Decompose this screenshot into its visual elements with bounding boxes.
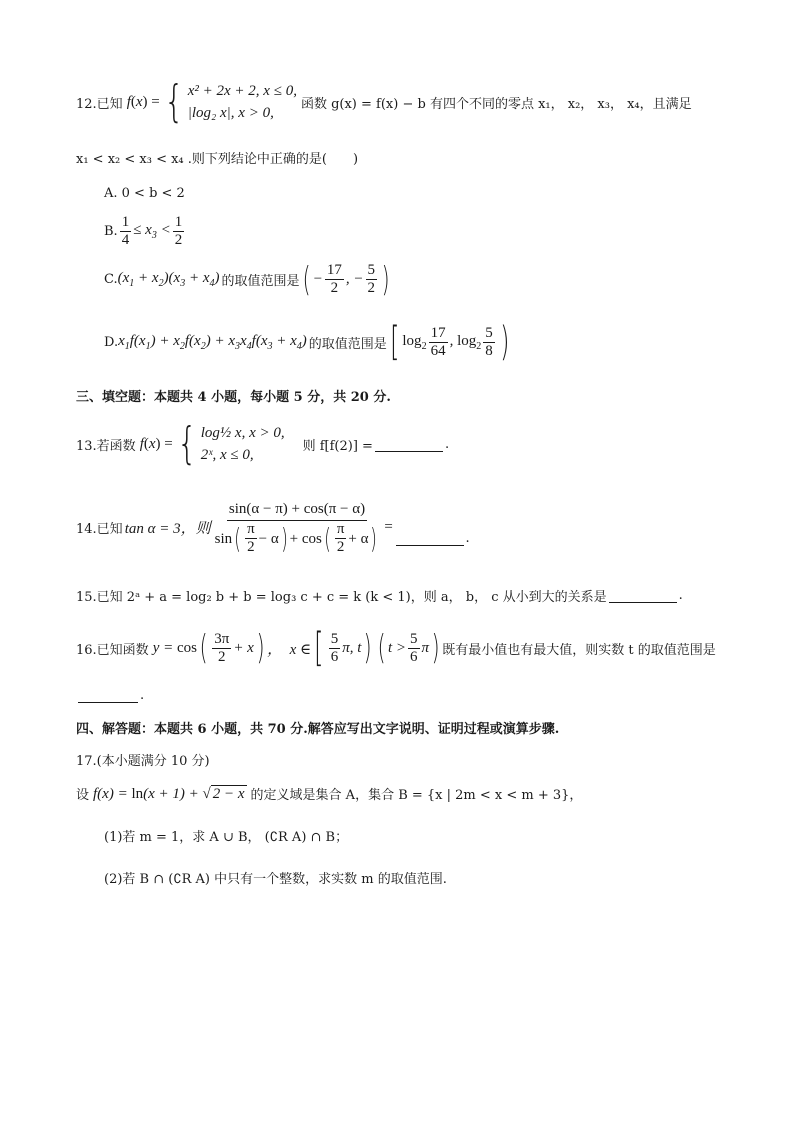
q16-blank-line: .	[76, 688, 144, 703]
q13-piecewise: log½ x, x > 0, 2ˣ, x ≤ 0,	[200, 425, 285, 463]
q14: 14.已知 tan α = 3，则 sin(α − π) + cos(π − α) sin ( $\frac{\pi}{2}$ − α ) + cos ( $\frac{\pi}{2}$ + α ) = .	[76, 498, 470, 556]
q14-answer-blank[interactable]	[396, 531, 464, 546]
section-4-heading: 四、解答题：本题共 6 小题，共 70 分.解答应写出文字说明、证明过程或演算步骤.	[76, 722, 560, 737]
q17-part-2: (2)若 B ∩ (∁R A) 中只有一个整数，求实数 m 的取值范围.	[104, 872, 447, 887]
q17-title: 17.(本小题满分 10 分)	[76, 754, 210, 769]
q17-part-1: (1)若 m = 1，求 A ∪ B， (∁R A) ∩ B；	[104, 830, 349, 845]
q12-condition: x₁ < x₂ < x₃ < x₄ .则下列结论中正确的是( )	[76, 152, 359, 167]
q15-answer-blank[interactable]	[609, 588, 677, 603]
q12-option-b: B. $\frac{1}{4}$ ≤ $x_3$ < $\frac{1}{2}$	[104, 214, 183, 248]
q12-stem: 12.已知 f(x) = { x² + 2x + 2, x ≤ 0, |log₂ x|, x > 0, 函数 g(x) = f(x) − b 有四个不同的零点 x₁， x₂， x₃， x₄，且满足	[76, 76, 692, 127]
q12-option-d: D. $x_1f(x_1) + x_2f(x_2) + x_3x_4f(x_3 + x_4)$ 的取值范围是 [ $\log_2$ $\frac{17}{64}$ , $\log_2$ $\frac{5}{8}$ )	[104, 319, 510, 365]
q16-answer-blank[interactable]	[78, 688, 138, 703]
q17-intro: 设 f(x) = ln(x + 1) + √ 2 − x 的定义域是集合 A，集合 B = {x | 2m < x < m + 3}，	[76, 785, 583, 803]
q12-mid: 函数 g(x) = f(x) − b 有四个不同的零点 x₁， x₂， x₃， x₄，且满足	[300, 96, 692, 112]
q13: 13.若函数 f(x) = { log½ x, x > 0, 2ˣ, x ≤ 0, 则 f[f(2)] = .	[76, 418, 450, 469]
q12-option-a: A. 0 < b < 2	[104, 186, 185, 201]
q16: 16.已知函数 y = cos ( $\frac{3\pi}{2}$ + x ) ， x ∈ [ $\frac{5}{6}$ π, t ) ( t > $\frac{5}{6}$ π ) 既有最小值也有最大值，则实数 t 的取值范围是	[76, 625, 716, 671]
section-3-heading: 三、填空题：本题共 4 小题，每小题 5 分，共 20 分.	[76, 390, 391, 405]
q12-piecewise: x² + 2x + 2, x ≤ 0, |log₂ x|, x > 0,	[187, 83, 297, 121]
q15: 15.已知 2ᵃ + a = log₂ b + b = log₃ c + c = k (k < 1)，则 a， b， c 从小到大的关系是 .	[76, 588, 683, 605]
q12-prefix: 12.已知	[76, 96, 123, 112]
q12-option-c: C. $(x_1 + x_2)(x_3 + x_4)$ 的取值范围是 ( − $\frac{17}{2}$ , − $\frac{5}{2}$ )	[104, 259, 390, 300]
q13-answer-blank[interactable]	[375, 437, 443, 452]
